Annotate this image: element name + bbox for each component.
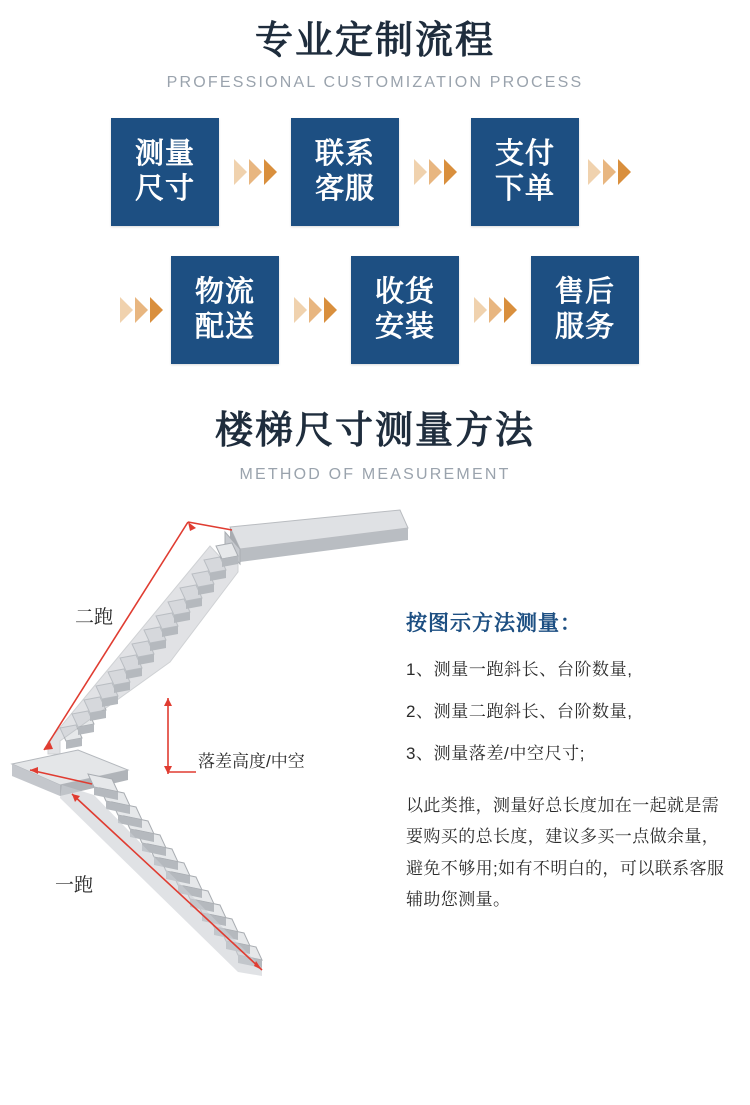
chevron-right-icon-part bbox=[324, 297, 337, 323]
step-label-line1: 支付 bbox=[494, 137, 555, 170]
notes-list bbox=[406, 655, 726, 764]
process-row-2 bbox=[0, 256, 750, 364]
chevron-right-icon bbox=[459, 297, 531, 323]
chevron-right-icon bbox=[111, 297, 171, 323]
chevron-right-icon-part bbox=[414, 159, 427, 185]
chevron-right-icon bbox=[219, 159, 291, 185]
chevron-right-icon-part bbox=[309, 297, 322, 323]
chevron-right-icon-part bbox=[618, 159, 631, 185]
step-label-line2: 配送 bbox=[194, 311, 255, 343]
measurement-title: 楼梯尺寸测量方法 bbox=[214, 410, 535, 452]
chevron-right-icon-part bbox=[603, 159, 616, 185]
step-label-line2: 下单 bbox=[494, 173, 555, 205]
list-item: 3、测量落差/中空尺寸; bbox=[406, 744, 586, 763]
chevron-right-icon-part bbox=[474, 297, 487, 323]
chevron-right-icon-part bbox=[150, 297, 163, 323]
chevron-right-icon-part bbox=[294, 297, 307, 323]
measurement-notes bbox=[406, 607, 726, 916]
label-drop-height: 落差高度/中空 bbox=[198, 752, 305, 771]
step-label-line2: 客服 bbox=[314, 173, 375, 205]
chevron-right-icon bbox=[279, 297, 351, 323]
step-label-line1: 售后 bbox=[554, 275, 615, 308]
page-title: 专业定制流程 bbox=[254, 20, 495, 62]
process-step-payment[interactable] bbox=[471, 118, 579, 226]
measurement-illustration-wrap bbox=[0, 502, 750, 1002]
notes-paragraph: 以此类推，测量好总长度加在一起就是需要购买的总长度，建议多买一点做余量，避免不够用;如有不明白的，可以联系客服辅助您测量。 bbox=[406, 796, 725, 910]
process-step-aftersales[interactable] bbox=[531, 256, 639, 364]
chevron-right-icon-part bbox=[429, 159, 442, 185]
process-section bbox=[0, 0, 750, 364]
step-label-line1: 测量 bbox=[134, 137, 195, 170]
step-label-line1: 联系 bbox=[314, 137, 375, 170]
step-label-line2: 尺寸 bbox=[134, 173, 195, 205]
measurement-section bbox=[0, 412, 750, 1002]
chevron-right-icon-part bbox=[504, 297, 517, 323]
chevron-right-icon bbox=[399, 159, 471, 185]
chevron-right-icon-part bbox=[489, 297, 502, 323]
step-label-line2: 服务 bbox=[554, 311, 615, 343]
measurement-subtitle: METHOD OF MEASUREMENT bbox=[239, 466, 511, 483]
chevron-right-icon-part bbox=[120, 297, 133, 323]
notes-title: 按图示方法测量： bbox=[406, 612, 582, 635]
page-subtitle: PROFESSIONAL CUSTOMIZATION PROCESS bbox=[166, 74, 584, 91]
step-label-line1: 收货 bbox=[374, 275, 435, 308]
list-item: 2、测量二跑斜长、台阶数量, bbox=[406, 702, 633, 721]
chevron-right-icon-part bbox=[588, 159, 601, 185]
chevron-right-icon-part bbox=[249, 159, 262, 185]
process-step-contact[interactable] bbox=[291, 118, 399, 226]
chevron-right-icon-part bbox=[444, 159, 457, 185]
process-row-1 bbox=[0, 118, 750, 226]
chevron-right-icon-part bbox=[135, 297, 148, 323]
chevron-right-icon bbox=[579, 159, 639, 185]
label-second-flight: 二跑 bbox=[75, 607, 114, 628]
chevron-right-icon-part bbox=[234, 159, 247, 185]
label-first-flight: 一跑 bbox=[55, 875, 94, 896]
process-step-measure[interactable] bbox=[111, 118, 219, 226]
process-step-installation[interactable] bbox=[351, 256, 459, 364]
step-label-line2: 安装 bbox=[374, 311, 435, 343]
chevron-right-icon-part bbox=[264, 159, 277, 185]
process-step-logistics[interactable] bbox=[171, 256, 279, 364]
staircase-illustration bbox=[0, 502, 410, 982]
step-label-line1: 物流 bbox=[194, 275, 255, 308]
list-item: 1、测量一跑斜长、台阶数量, bbox=[406, 660, 633, 679]
